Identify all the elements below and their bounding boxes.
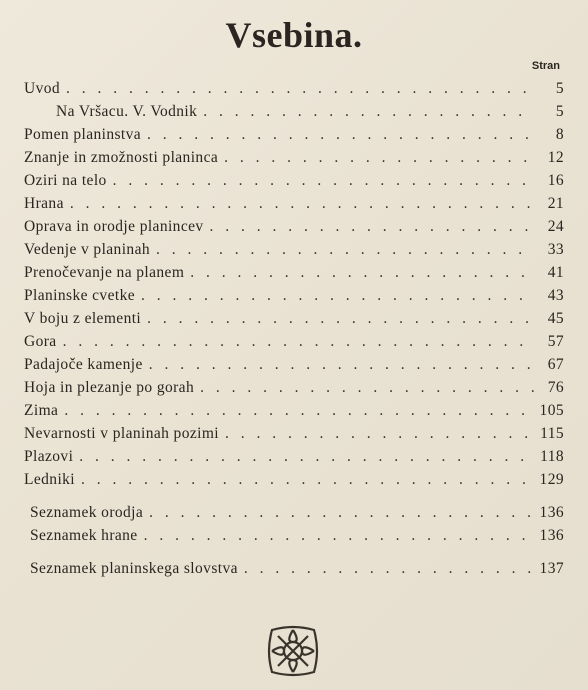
- toc-entry: [24, 126, 564, 149]
- toc-appendix-entry: [30, 560, 564, 583]
- toc-entry-page: 45: [547, 310, 564, 327]
- toc-entry-label: Hrana: [24, 195, 64, 212]
- toc-entry-page: 24: [547, 218, 564, 235]
- dot-leader: [64, 402, 534, 420]
- toc-entry-page: 43: [547, 287, 564, 304]
- toc-entry-label: Oprava in orodje planincev: [24, 218, 204, 235]
- dot-leader: [66, 80, 534, 98]
- dot-leader: [149, 504, 534, 522]
- toc-entry: [24, 172, 564, 195]
- dot-leader: [141, 287, 534, 305]
- dot-leader: [147, 126, 534, 144]
- toc-entry-label: Plazovi: [24, 448, 74, 465]
- dot-leader: [210, 218, 534, 236]
- toc-entry-page: 57: [547, 333, 564, 350]
- toc-entry-label: Planinske cvetke: [24, 287, 135, 304]
- toc-entry-label: Oziri na telo: [24, 172, 107, 189]
- dot-leader: [79, 448, 534, 466]
- toc-entry-label: Seznamek hrane: [30, 527, 138, 544]
- toc-entry: [24, 471, 564, 494]
- toc-entry-label: Gora: [24, 333, 57, 350]
- toc-entry-page: 129: [539, 471, 564, 488]
- toc-entry-label: Hoja in plezanje po gorah: [24, 379, 195, 396]
- toc-entry: [24, 379, 564, 402]
- toc-entry: [24, 218, 564, 241]
- toc-entry-page: 12: [547, 149, 564, 166]
- toc-entry-page: 21: [547, 195, 564, 212]
- toc-entry-page: 41: [547, 264, 564, 281]
- toc-entry-label: Nevarnosti v planinah pozimi: [24, 425, 220, 442]
- toc-entry-page: 5: [555, 80, 564, 97]
- toc-entry-page: 115: [540, 425, 564, 442]
- toc-entry-label: Padajoče kamenje: [24, 356, 143, 373]
- toc-entry: [24, 448, 564, 471]
- toc-entry-label: Zima: [24, 402, 59, 419]
- toc-entry-label: Vedenje v planinah: [24, 241, 150, 258]
- toc-entry-label: Znanje in zmožnosti planinca: [24, 149, 219, 166]
- dot-leader: [147, 310, 534, 328]
- toc-entry: [24, 333, 564, 356]
- dot-leader: [190, 264, 534, 282]
- toc-appendix-entry: [30, 504, 564, 527]
- toc-entry: [24, 149, 564, 172]
- dot-leader: [144, 527, 534, 545]
- toc-entry: [24, 356, 564, 379]
- toc-entry-page: 137: [539, 560, 564, 577]
- toc-entry-page: 136: [539, 527, 564, 544]
- toc-entry-page: 8: [555, 126, 564, 143]
- toc-entry-label: Prenočevanje na planem: [24, 264, 185, 281]
- dot-leader: [149, 356, 534, 374]
- page-title: Vsebina.: [225, 15, 363, 55]
- toc-entry: [24, 402, 564, 425]
- toc-entry-page: 67: [547, 356, 564, 373]
- toc-entry: [24, 103, 564, 126]
- dot-leader: [244, 560, 534, 578]
- toc-entry: [24, 287, 564, 310]
- toc-entry-label: Ledniki: [24, 471, 76, 488]
- toc-entry: [24, 425, 564, 448]
- toc-entry-label: Pomen planinstva: [24, 126, 142, 143]
- dot-leader: [81, 471, 534, 489]
- dot-leader: [225, 425, 534, 443]
- toc-entry-page: 105: [539, 402, 564, 419]
- toc-entry-page: 33: [547, 241, 564, 258]
- toc-entry: [24, 241, 564, 264]
- toc-entry: [24, 80, 564, 103]
- dot-leader: [200, 379, 534, 397]
- toc-entry-label: V boju z elementi: [24, 310, 142, 327]
- toc-entry-label: Seznamek planinskega slovstva: [30, 560, 238, 577]
- toc-entry-label: Na Vršacu. V. Vodnik: [56, 103, 198, 120]
- dot-leader: [156, 241, 534, 259]
- dot-leader: [203, 103, 534, 121]
- toc-entry: [24, 264, 564, 287]
- celtic-knot-icon: [266, 624, 320, 678]
- toc-entry-page: 136: [539, 504, 564, 521]
- toc-entry-label: Seznamek orodja: [30, 504, 144, 521]
- toc-entry: [24, 195, 564, 218]
- toc-entry: [24, 310, 564, 333]
- dot-leader: [113, 172, 534, 190]
- page-column-header: Stran: [531, 60, 560, 72]
- toc-entry-page: 76: [547, 379, 564, 396]
- dot-leader: [63, 333, 534, 351]
- toc-entry-page: 16: [547, 172, 564, 189]
- dot-leader: [224, 149, 534, 167]
- toc-entry-page: 118: [540, 448, 564, 465]
- toc-appendix-entry: [30, 527, 564, 550]
- toc-entry-label: Uvod: [24, 80, 61, 97]
- dot-leader: [70, 195, 534, 213]
- toc-entry-page: 5: [555, 103, 564, 120]
